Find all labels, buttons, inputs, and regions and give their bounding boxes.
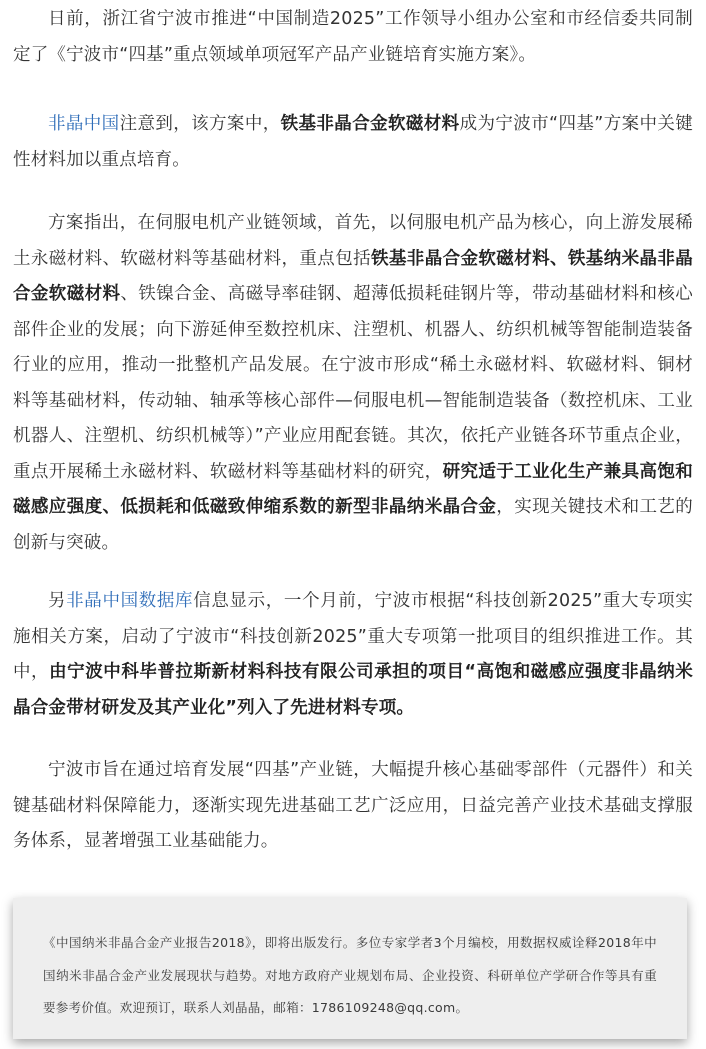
highlight-text: 由宁波中科毕普拉斯新材料科技有限公司承担的项目“高饱和磁感应强度非晶纳米晶合金带材研发及其产业化”列入了先进材料专项。 bbox=[13, 662, 693, 718]
paragraph-conclusion-text: 宁波市旨在通过培育发展“四基”产业链，大幅提升核心基础零部件（元器件）和关键基础材料保障能力，逐渐实现先进基础工艺广泛应用，日益完善产业技术基础支撑服务体系，显著增强工业基础能力。 bbox=[13, 760, 693, 851]
highlight-text: 研究适于工业化生产兼具高饱和磁感应强度、低损耗和低磁致伸缩系数的新型非晶纳米晶合金 bbox=[13, 461, 693, 517]
paragraph-text: 成为宁波市“四基”方案中关键性材料加以重点培育。 bbox=[13, 114, 693, 170]
paragraph-key-material bbox=[13, 107, 693, 178]
amorphous-china-database-link[interactable]: 非晶中国数据库 bbox=[66, 591, 194, 611]
paragraph-text: ，实现关键技术和工艺的创新与突破。 bbox=[13, 497, 693, 553]
highlight-text: 铁基非晶合金软磁材料 bbox=[280, 114, 460, 134]
paragraph-text: 、铁镍合金、高磁导率硅钢、超薄低损耗硅钢片等，带动基础材料和核心部件企业的发展；向下游延伸至数控机床、注塑机、机器人、纺织机械等智能制造装备行业的应用，推动一批整机产品发展。在宁波市形成“稀土永磁材料、软磁材料、铜材料等基础材料，传动轴、轴承等核心部件—伺服电机—智能制造装备（数控机床、工业机器人、注塑机、纺织机械等）”产业应用配套链。其次，依托产业链各环节重点企业，重点开展稀土永磁材料、软磁材料等基础材料的研究， bbox=[13, 284, 693, 482]
paragraph-plan-details bbox=[13, 206, 693, 561]
paragraph-text: 另 bbox=[48, 591, 67, 611]
paragraph-conclusion bbox=[13, 753, 693, 860]
report-promo-text: 《中国纳米非晶合金产业报告2018》，即将出版发行。多位专家学者3个月编校，用数据权威诠释2018年中国纳米非晶合金产业发展现状与趋势。对地方政府产业规划布局、企业投资、科研单位产学研合作等具有重要参考价值。欢迎预订，联系人刘晶晶，邮箱：1786109248@qq.com。 bbox=[43, 935, 657, 1015]
paragraph-text: 信息显示，一个月前，宁波市根据“科技创新2025”重大专项实施相关方案，启动了宁波市“科技创新2025”重大专项第一批项目的组织推进工作。其中， bbox=[13, 591, 694, 682]
paragraph-intro-text: 日前，浙江省宁波市推进“中国制造2025”工作领导小组办公室和市经信委共同制定了《宁波市“四基”重点领域单项冠军产品产业链培育实施方案》。 bbox=[13, 9, 693, 65]
paragraph-database-info bbox=[13, 584, 693, 726]
paragraph-text: 注意到，该方案中， bbox=[119, 114, 281, 134]
paragraph-intro bbox=[13, 2, 693, 73]
highlight-text: 铁基非晶合金软磁材料、铁基纳米晶非晶合金软磁材料 bbox=[13, 248, 693, 304]
amorphous-china-link[interactable]: 非晶中国 bbox=[48, 114, 120, 134]
paragraph-text: 方案指出，在伺服电机产业链领域，首先，以伺服电机产品为核心，向上游发展稀土永磁材料、软磁材料等基础材料，重点包括 bbox=[13, 213, 693, 269]
report-promo-box bbox=[13, 898, 687, 1039]
